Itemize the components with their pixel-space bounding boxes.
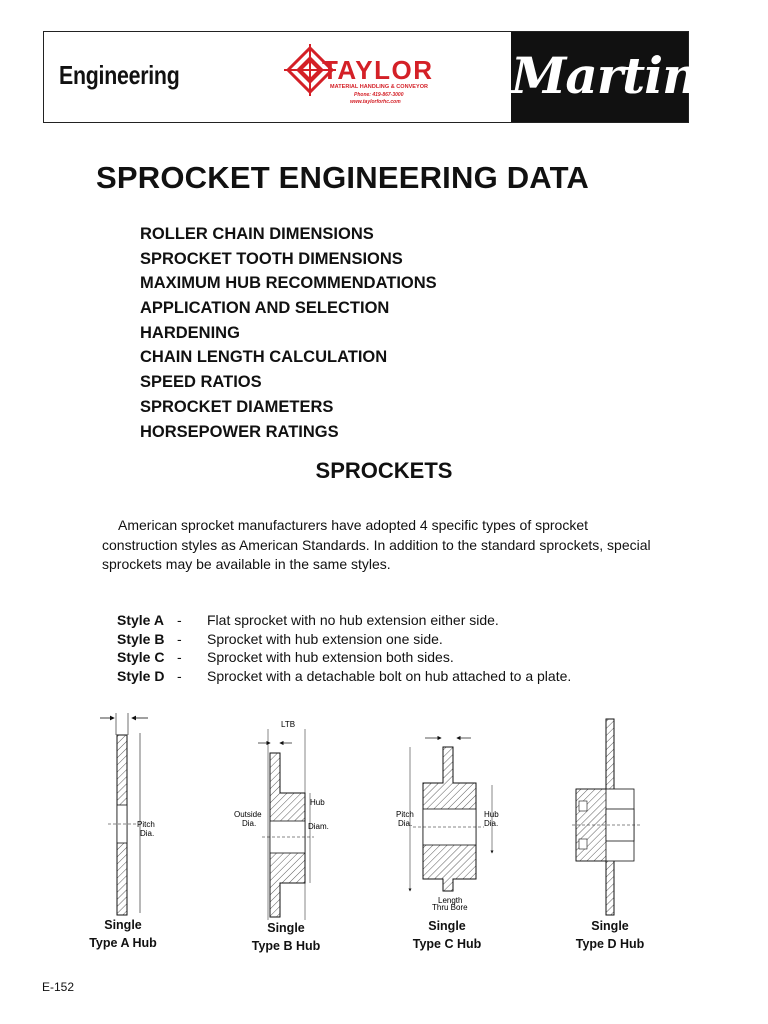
hub-diam-label: Diam.: [308, 822, 329, 831]
style-row: [117, 612, 677, 631]
outside-dia-label: Dia.: [242, 819, 257, 828]
hub-dia-label: Dia.: [484, 819, 499, 828]
contents-item: MAXIMUM HUB RECOMMENDATIONS: [140, 274, 437, 293]
taylor-url: www.taylorforhc.com: [350, 99, 401, 105]
caption-line1: Single: [267, 921, 305, 935]
caption-type-d: [555, 917, 665, 953]
contents-item: ROLLER CHAIN DIMENSIONS: [140, 225, 374, 243]
caption-type-b: [231, 919, 341, 955]
contents-item: SPROCKET TOOTH DIMENSIONS: [140, 249, 403, 268]
outside-label: Outside: [234, 810, 262, 819]
hub-label: Hub: [484, 810, 499, 819]
caption-line1: Single: [104, 918, 142, 932]
contents-item: HARDENING: [140, 323, 240, 342]
styles-list: [117, 612, 677, 686]
type-d-diagram: [572, 719, 642, 915]
hub-label: Hub: [310, 798, 325, 807]
length-label: Length: [438, 896, 463, 905]
style-key: Style C: [117, 649, 165, 665]
contents-list: [140, 222, 437, 444]
contents-item: HORSEPOWER RATINGS: [140, 422, 339, 441]
intro-paragraph: [102, 516, 662, 575]
style-dash: -: [177, 630, 182, 647]
caption-line2: Type C Hub: [412, 937, 482, 951]
intro-text: American sprocket manufacturers have adopted 4 specific types of sprocket construction styles as American Standards. In addition to the standard sprockets, special sprockets may be available in the same styles.: [102, 517, 651, 572]
contents-item: SPEED RATIOS: [140, 373, 262, 392]
taylor-sub: MATERIAL HANDLING & CONVEYOR: [330, 84, 428, 90]
ltb-label: LTB: [281, 720, 296, 729]
style-desc: Sprocket with hub extension both sides.: [207, 649, 454, 665]
pitch-label: Pitch: [137, 820, 155, 829]
contents-item: APPLICATION AND SELECTION: [140, 299, 390, 318]
header-title: Engineering: [59, 60, 180, 90]
style-row: [117, 631, 677, 650]
style-key: Style A: [117, 612, 164, 628]
caption-line2: Type A Hub: [89, 936, 157, 950]
style-dash: -: [177, 667, 182, 684]
style-desc: Flat sprocket with no hub extension either side.: [207, 612, 499, 628]
caption-line2: Type B Hub: [251, 939, 321, 953]
caption-line1: Single: [428, 919, 466, 933]
header-box: [43, 31, 698, 123]
taylor-name: TAYLOR: [322, 55, 432, 85]
caption-line1: Single: [591, 919, 629, 933]
type-b-diagram: [234, 720, 329, 920]
style-desc: Sprocket with hub extension one side.: [207, 630, 443, 647]
style-dash: -: [177, 649, 182, 665]
style-key: Style B: [117, 630, 165, 647]
style-key: Style D: [117, 667, 165, 684]
pitch-label: Pitch: [396, 810, 414, 819]
taylor-logo: [284, 44, 434, 114]
contents-item: SPROCKET DIAMETERS: [140, 397, 334, 416]
thru-bore-label: Thru Bore: [432, 903, 468, 912]
caption-type-a: [68, 916, 178, 952]
type-a-diagram: [100, 713, 155, 915]
style-dash: -: [177, 612, 182, 628]
martin-wordmark: Martin: [511, 46, 698, 105]
page-number: E-152: [42, 980, 75, 994]
style-row: [117, 668, 677, 687]
contents-item: CHAIN LENGTH CALCULATION: [140, 348, 388, 367]
page-title: SPROCKET ENGINEERING DATA: [96, 160, 589, 195]
style-row: [117, 649, 677, 668]
martin-logo: [511, 32, 698, 122]
dia-label: Dia.: [398, 819, 413, 828]
style-desc: Sprocket with a detachable bolt on hub attached to a plate.: [207, 667, 572, 684]
type-c-diagram: [396, 738, 499, 912]
section-title: SPROCKETS: [315, 458, 453, 483]
dia-label: Dia.: [140, 829, 155, 838]
caption-type-c: [392, 917, 502, 953]
taylor-phone: Phone: 419-867-3000: [354, 92, 404, 98]
caption-line2: Type D Hub: [575, 937, 645, 951]
